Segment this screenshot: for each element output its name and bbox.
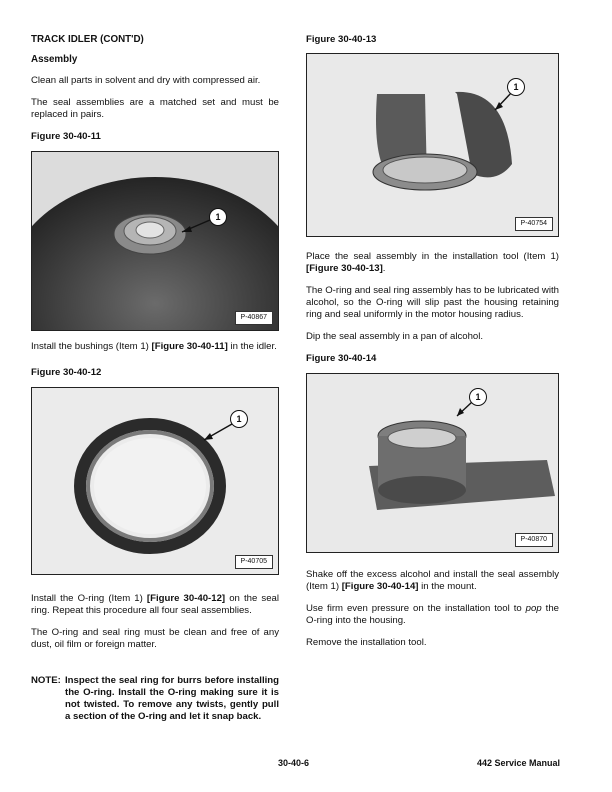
note-label: NOTE: <box>31 675 61 686</box>
figure-reference: [Figure 30-40-11] <box>151 341 228 352</box>
figure-13-title: Figure 30-40-13 <box>306 34 377 45</box>
instruction-pairs: The seal assemblies are a matched set and must be replaced in pairs. <box>31 97 279 120</box>
photo-code: P-40870 <box>515 533 553 547</box>
photo-code: P-40705 <box>235 555 273 569</box>
instruction-dip: Dip the seal assembly in a pan of alcohol. <box>306 331 484 342</box>
figure-14-title: Figure 30-40-14 <box>306 353 377 364</box>
instruction-place-seal: Place the seal assembly in the installation tool (Item 1) [Figure 30-40-13]. <box>306 251 559 274</box>
figure-13-photo <box>306 53 559 237</box>
callout-1: 1 <box>230 410 248 428</box>
page-number: 30-40-6 <box>278 758 310 768</box>
note-block <box>31 675 279 723</box>
figure-reference: [Figure 30-40-14] <box>341 581 419 592</box>
figure-11-title: Figure 30-40-11 <box>31 131 101 142</box>
idler-bushing-image <box>32 152 278 330</box>
callout-1: 1 <box>507 78 525 96</box>
callout-1: 1 <box>209 208 227 226</box>
seal-in-mount-image <box>307 374 558 552</box>
figure-reference: [Figure 30-40-13] <box>306 263 383 274</box>
instruction-pop-o-ring: Use firm even pressure on the installation tool to pop the O-ring into the housing. <box>306 603 559 626</box>
figure-reference: [Figure 30-40-12] <box>146 593 226 604</box>
instruction-install-seal: Shake off the excess alcohol and install the seal assembly (Item 1) [Figure 30-40-14] in the mount. <box>306 569 559 592</box>
section-subtitle: Assembly <box>31 54 78 65</box>
instruction-bushings: Install the bushings (Item 1) [Figure 30-40-11] in the idler. <box>31 341 277 352</box>
instruction-o-ring: Install the O-ring (Item 1) [Figure 30-40-12] on the seal ring. Repeat this procedure all four seal assemblies. <box>31 593 279 616</box>
figure-12-photo <box>31 387 279 575</box>
instruction-clean: Clean all parts in solvent and dry with compressed air. <box>31 75 261 86</box>
callout-1: 1 <box>469 388 487 406</box>
section-title: TRACK IDLER (CONT'D) <box>31 34 144 45</box>
left-column <box>31 34 279 651</box>
photo-code: P-40867 <box>235 311 273 325</box>
instruction-remove-tool: Remove the installation tool. <box>306 637 427 648</box>
right-column <box>306 34 559 649</box>
figure-12-title: Figure 30-40-12 <box>31 367 102 378</box>
figure-14-photo <box>306 373 559 553</box>
manual-title: 442 Service Manual <box>477 758 561 768</box>
instruction-lubricate: The O-ring and seal ring assembly has to be lubricated with alcohol, so the O-ring will slip past the housing retaining ring and seal uniformly in the motor housing radius. <box>306 285 559 320</box>
note-text: Inspect the seal ring for burrs before installing the O-ring. Install the O-ring making sure it is not twisted. To remove any twists, gently pull a section of the O-ring and let it snap back. <box>65 675 279 722</box>
photo-code: P-40754 <box>515 217 553 231</box>
instruction-clean-rings: The O-ring and seal ring must be clean and free of any dust, oil film or foreign matter. <box>31 627 279 650</box>
figure-11-photo <box>31 151 279 331</box>
